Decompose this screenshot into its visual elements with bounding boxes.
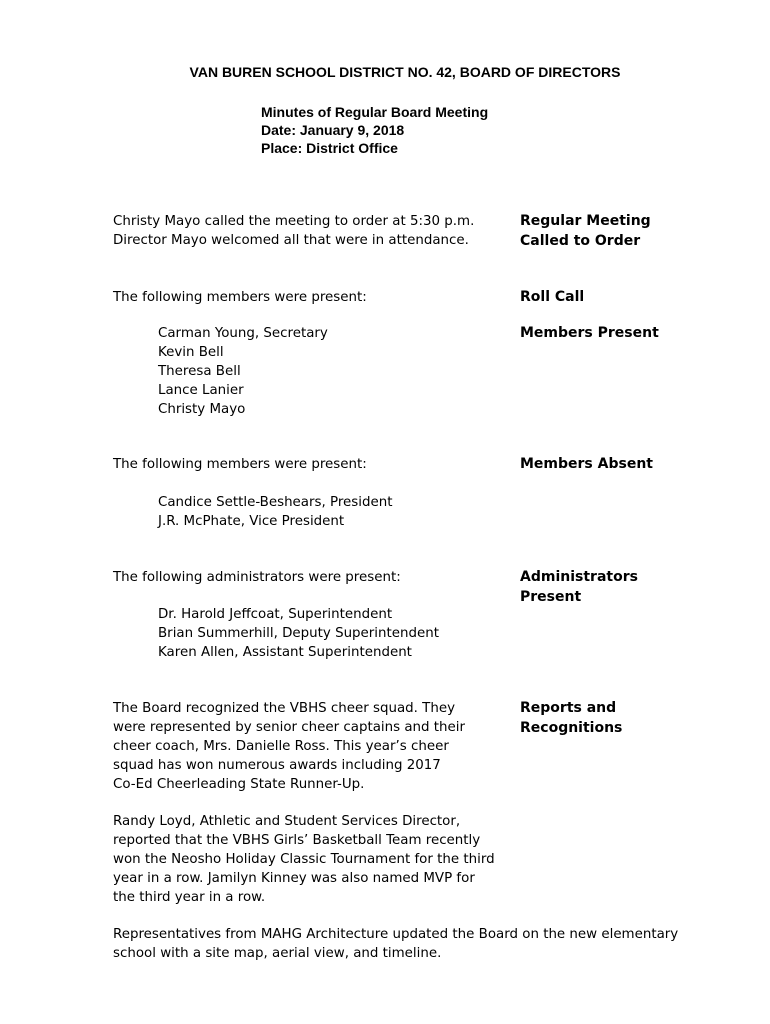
- body-line: school with a site map, aerial view, and timeline.: [113, 946, 442, 961]
- roll-call-text: The following members were present:: [113, 290, 367, 305]
- administrators-text: The following administrators were present:: [113, 570, 401, 585]
- reports-paragraph-3: [113, 925, 678, 963]
- members-absent-list: [158, 493, 392, 531]
- body-line: Randy Loyd, Athletic and Student Services Director,: [113, 814, 461, 829]
- list-item: Candice Settle-Beshears, President: [158, 495, 393, 510]
- body-line: Co-Ed Cheerleading State Runner-Up.: [113, 777, 365, 792]
- body-line: reported that the VBHS Girls’ Basketball Team recently: [113, 833, 481, 848]
- list-item: Brian Summerhill, Deputy Superintendent: [158, 626, 439, 641]
- body-line: Director Mayo welcomed all that were in attendance.: [113, 233, 469, 248]
- section-label-call-to-order: [520, 212, 651, 251]
- label-line: Administrators: [520, 569, 638, 585]
- body-line: won the Neosho Holiday Classic Tournament for the third: [113, 852, 495, 867]
- list-item: J.R. McPhate, Vice President: [158, 514, 345, 529]
- reports-paragraph-1: [113, 699, 465, 794]
- call-to-order-text: [113, 212, 474, 250]
- document-title: VAN BUREN SCHOOL DISTRICT NO. 42, BOARD OF DIRECTORS: [189, 64, 621, 80]
- body-line: year in a row. Jamilyn Kinney was also named MVP for: [113, 871, 475, 886]
- list-item: Kevin Bell: [158, 345, 224, 360]
- body-line: squad has won numerous awards including 2017: [113, 758, 441, 773]
- body-line: Christy Mayo called the meeting to order at 5:30 p.m.: [113, 214, 475, 229]
- body-line: were represented by senior cheer captains and their: [113, 720, 466, 735]
- reports-paragraph-2: [113, 812, 495, 907]
- list-item: Lance Lanier: [158, 383, 244, 398]
- body-line: The Board recognized the VBHS cheer squad. They: [113, 701, 456, 716]
- list-item: Carman Young, Secretary: [158, 326, 328, 341]
- list-item: Theresa Bell: [158, 364, 241, 379]
- label-line: Regular Meeting: [520, 213, 651, 229]
- label-line: Called to Order: [520, 232, 641, 249]
- body-line: cheer coach, Mrs. Danielle Ross. This year’s cheer: [113, 739, 449, 754]
- label-line: Recognitions: [520, 719, 623, 736]
- list-item: Karen Allen, Assistant Superintendent: [158, 645, 412, 660]
- members-present-list: [158, 324, 328, 419]
- meeting-place: Place: District Office: [261, 140, 398, 156]
- section-label-members-present: Members Present: [520, 325, 659, 341]
- body-line: Representatives from MAHG Architecture updated the Board on the new elementary: [113, 927, 679, 942]
- section-label-reports: [520, 699, 622, 738]
- members-absent-text: The following members were present:: [113, 457, 367, 472]
- list-item: Christy Mayo: [158, 402, 246, 417]
- administrators-list: [158, 605, 439, 662]
- body-line: the third year in a row.: [113, 890, 266, 905]
- list-item: Dr. Harold Jeffcoat, Superintendent: [158, 607, 393, 622]
- section-label-members-absent: Members Absent: [520, 456, 653, 472]
- minutes-subtitle: Minutes of Regular Board Meeting: [261, 104, 489, 120]
- label-line: Present: [520, 588, 582, 605]
- meeting-date: Date: January 9, 2018: [261, 122, 405, 138]
- section-label-roll-call: Roll Call: [520, 289, 585, 305]
- label-line: Reports and: [520, 700, 617, 716]
- section-label-administrators: [520, 568, 638, 607]
